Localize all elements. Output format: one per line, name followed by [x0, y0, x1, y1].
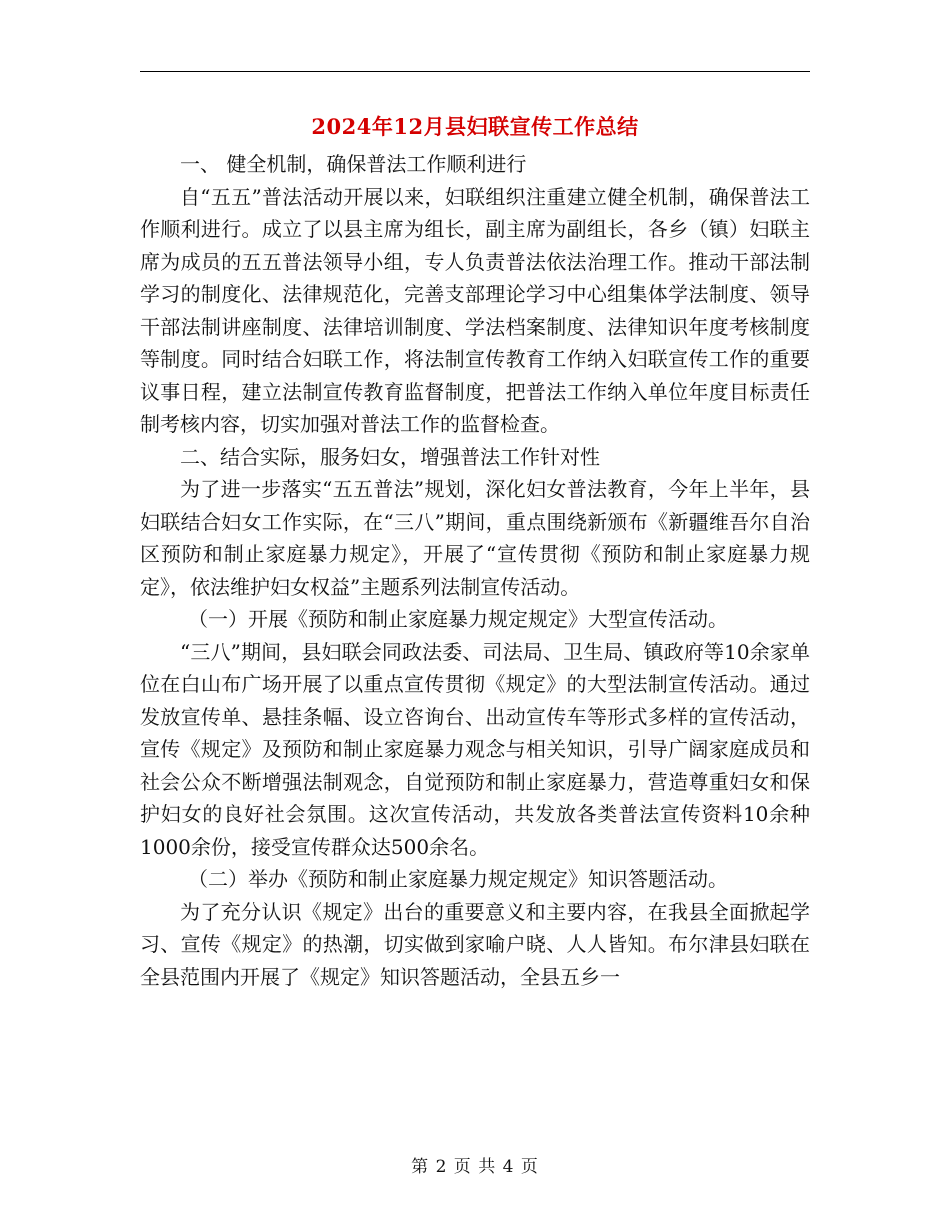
document-body	[140, 148, 810, 993]
subsection-heading-1: （一）开展《预防和制止家庭暴力规定规定》大型宣传活动。	[188, 607, 728, 631]
header-rule	[140, 71, 810, 72]
paragraph-3: “三八”期间，县妇联会同政法委、司法局、卫生局、镇政府等10余家单位在白山布广场开展了以重点宣传贯彻《规定》的大型法制宣传活动。通过发放宣传单、悬挂条幅、设立咨询台、出动宣传车等形式多样的宣传活动，宣传《规定》及预防和制止家庭暴力观念与相关知识，引导广阔家庭成员和社会公众不断增强法制观念，自觉预防和制止家庭暴力，营造尊重妇女和保护妇女的良好社会氛围。这次宣传活动，共发放各类普法宣传资料10余种1000余份，接受宣传群众达500余名。	[140, 639, 810, 859]
page-number-footer: 第 2 页 共 4 页	[411, 1157, 539, 1177]
document-title: 2024年12月县妇联宣传工作总结	[311, 114, 639, 139]
paragraph-4: 为了充分认识《规定》出台的重要意义和主要内容，在我县全面掀起学习、宣传《规定》的热潮，切实做到家喻户晓、人人皆知。布尔津县妇联在全县范围内开展了《规定》知识答题活动，全县五乡一	[140, 899, 810, 989]
section-heading-1: 一、 健全机制，确保普法工作顺利进行	[180, 152, 527, 176]
section-heading-2: 二、结合实际，服务妇女，增强普法工作针对性	[180, 444, 600, 469]
subsection-heading-2: （二）举办《预防和制止家庭暴力规定规定》知识答题活动。	[188, 867, 728, 891]
paragraph-2: 为了进一步落实“五五普法”规划，深化妇女普法教育，今年上半年，县妇联结合妇女工作实际，在“三八”期间，重点围绕新颁布《新疆维吾尔自治区预防和制止家庭暴力规定》，开展了“宣传贯彻《预防和制止家庭暴力规定》，依法维护妇女权益”主题系列法制宣传活动。	[140, 477, 810, 599]
paragraph-1: 自“五五”普法活动开展以来，妇联组织注重建立健全机制，确保普法工作顺利进行。成立了以县主席为组长，副主席为副组长，各乡（镇）妇联主席为成员的五五普法领导小组，专人负责普法依法治理工作。推动干部法制学习的制度化、法律规范化，完善支部理论学习中心组集体学法制度、领导干部法制讲座制度、法律培训制度、学法档案制度、法律知识年度考核制度等制度。同时结合妇联工作，将法制宣传教育工作纳入妇联宣传工作的重要议事日程，建立法制宣传教育监督制度，把普法工作纳入单位年度目标责任制考核内容，切实加强对普法工作的监督检查。	[140, 184, 810, 436]
